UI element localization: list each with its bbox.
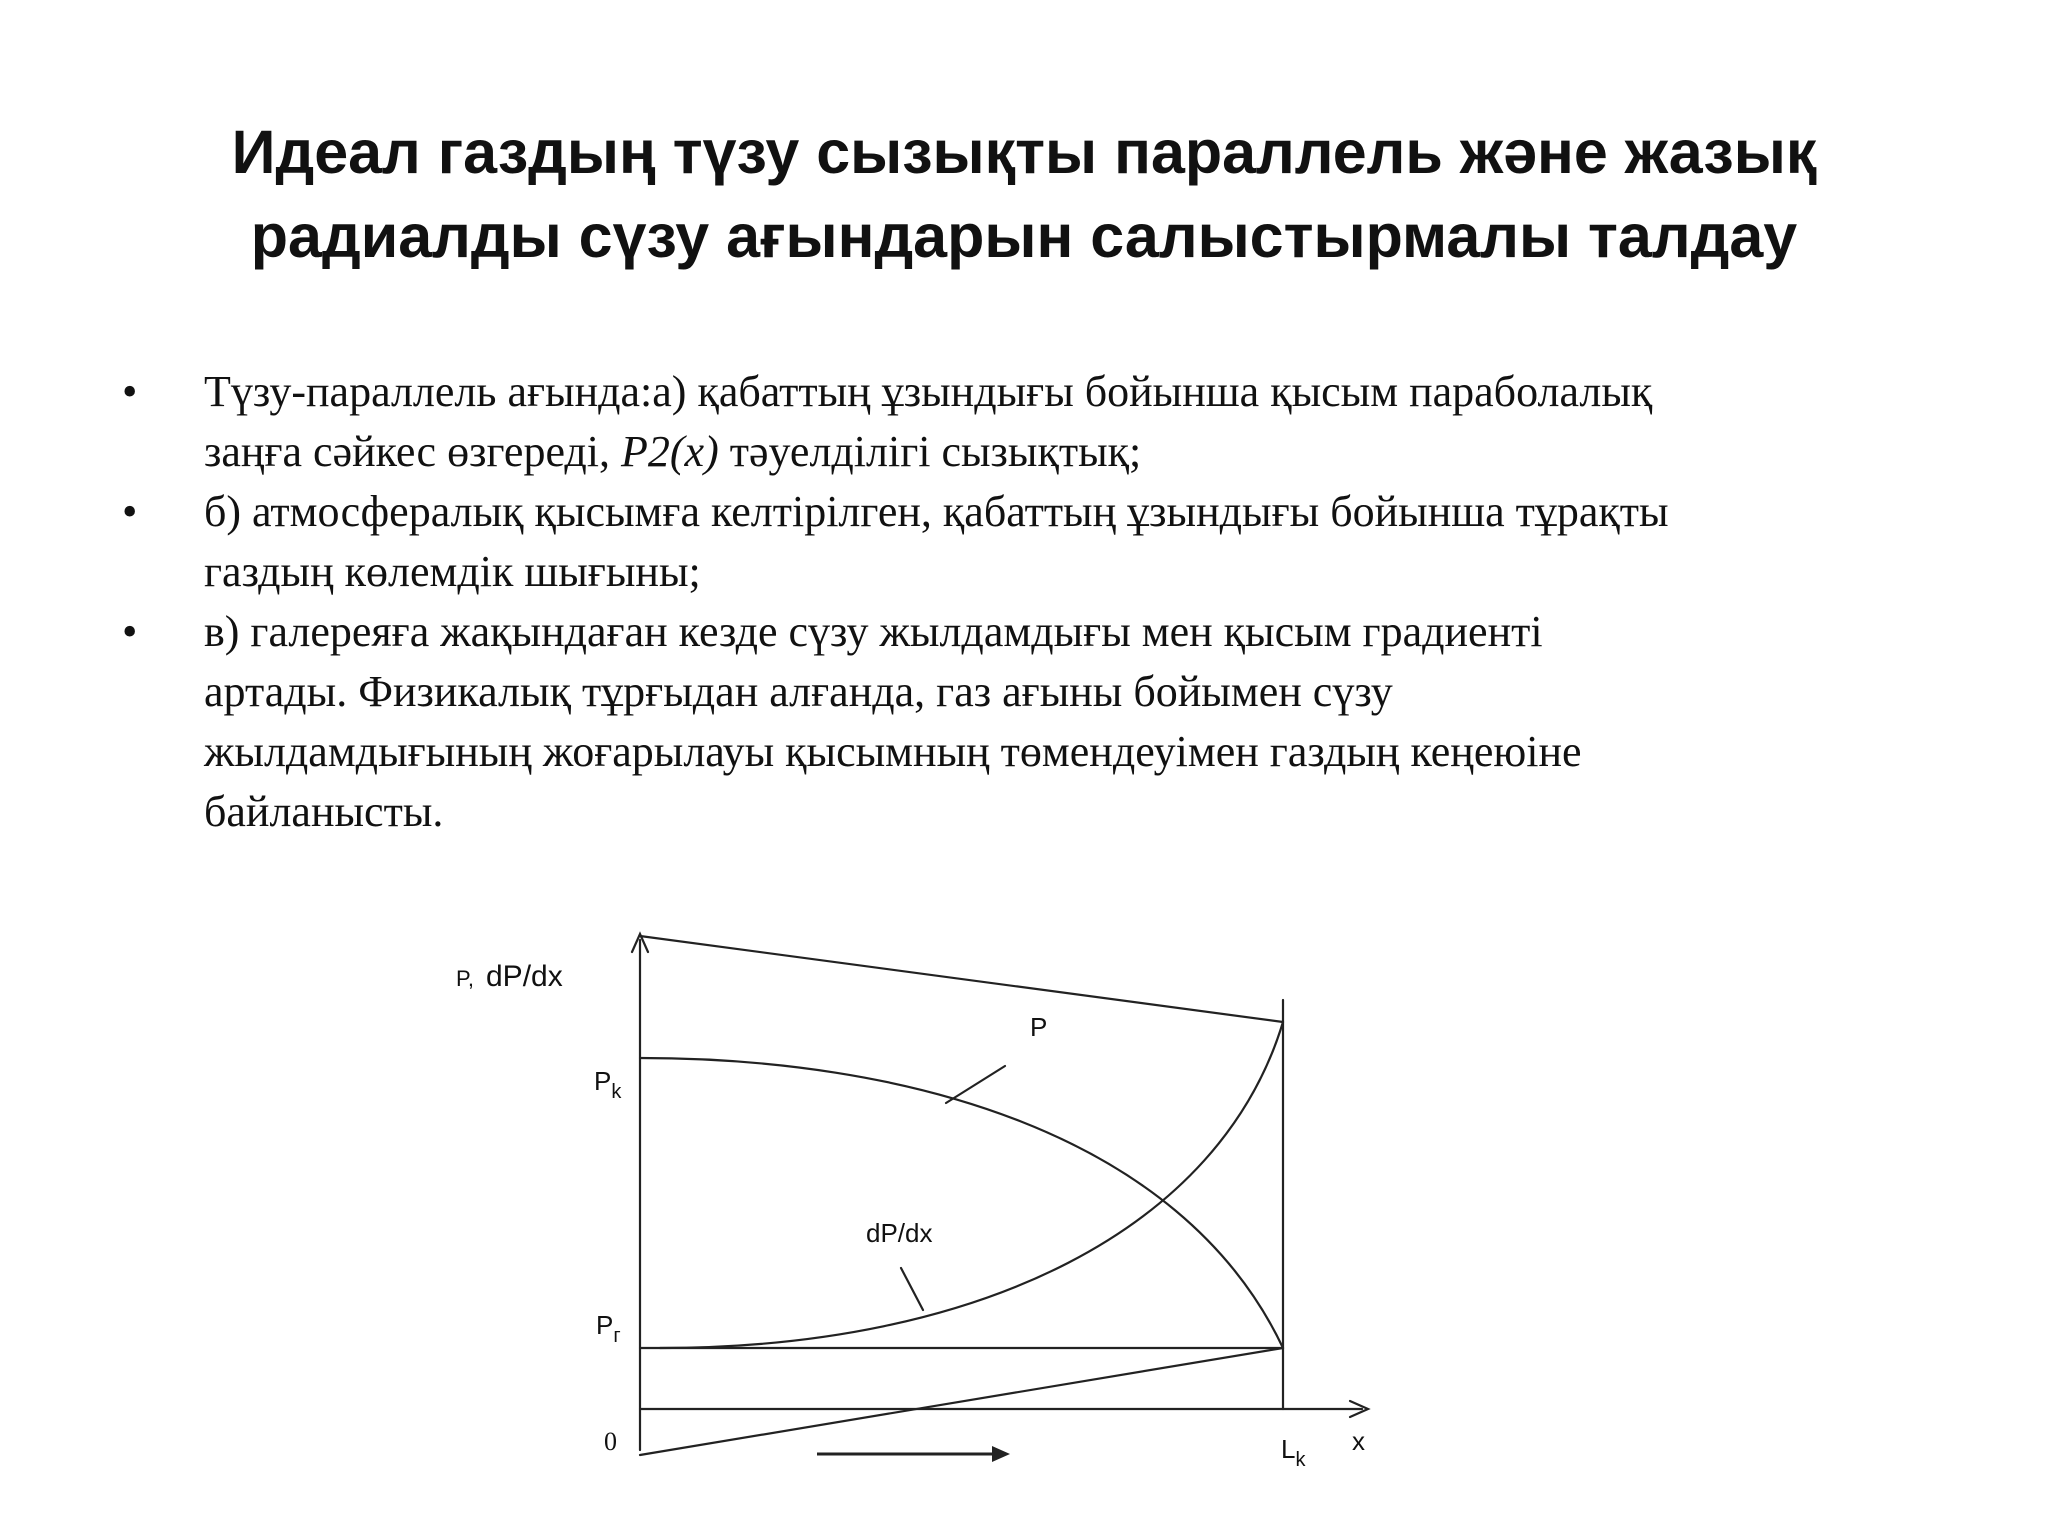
pk-label-base: P <box>594 1066 612 1096</box>
bullet-formula: P2(x) <box>621 427 719 476</box>
y-axis-label-prefix: P, <box>456 966 474 991</box>
bullet-text: заңға сәйкес өзгереді, <box>204 427 622 476</box>
p-curve-leader <box>946 1066 1005 1103</box>
slide-title-line: Идеал газдың түзу сызықты параллель және жазық <box>231 118 1817 186</box>
pg-label <box>596 1310 621 1347</box>
bullet-text: газдың көлемдік шығыны; <box>204 547 701 596</box>
lk-label-sub: k <box>1295 1449 1306 1471</box>
flow-direction-arrowhead <box>992 1446 1010 1462</box>
pk-label-sub: k <box>611 1081 622 1103</box>
bullet-text: б) атмосфералық қысымға келтірілген, қабаттың ұзындығы бойынша тұрақты <box>204 487 1669 536</box>
dpdx-curve <box>660 1022 1283 1348</box>
bullet-marker: • <box>122 607 138 656</box>
upper-straight-line <box>640 936 1283 1022</box>
slide-title-line: радиалды сүзу ағындарын салыстырмалы талдау <box>250 202 1798 270</box>
pg-label-base: P <box>596 1310 614 1340</box>
x-axis-label: x <box>1352 1426 1365 1456</box>
bullet-text: жылдамдығының жоғарылауы қысымның төмендеуімен газдың кеңеюіне <box>204 727 1582 776</box>
lower-straight-line <box>640 1348 1283 1455</box>
bullet-text: тәуелділігі сызықтық; <box>718 427 1142 476</box>
curve-p-label: P <box>1030 1012 1048 1042</box>
y-axis-label: dP/dx <box>486 960 563 993</box>
bullet-text: артады. Физикалық тұрғыдан алғанда, газ ағыны бойымен сүзу <box>204 667 1393 716</box>
bullet-text: Түзу-параллель ағында:а) қабаттың ұзындығы бойынша қысым параболалық <box>204 367 1653 416</box>
p-curve <box>640 1058 1283 1348</box>
bullet-marker: • <box>122 367 138 416</box>
lk-label-base: L <box>1281 1434 1296 1464</box>
dpdx-curve-leader <box>901 1268 923 1310</box>
origin-label: 0 <box>604 1427 617 1456</box>
bullet-text: байланысты. <box>204 787 444 836</box>
bullet-marker: • <box>122 487 138 536</box>
pg-label-sub: г <box>613 1325 621 1347</box>
lk-label <box>1281 1434 1306 1471</box>
pk-label <box>594 1066 622 1103</box>
curve-dpdx-label: dP/dx <box>866 1218 933 1248</box>
bullet-text: в) галереяға жақындаған кезде сүзу жылдамдығы мен қысым градиенті <box>204 607 1543 656</box>
